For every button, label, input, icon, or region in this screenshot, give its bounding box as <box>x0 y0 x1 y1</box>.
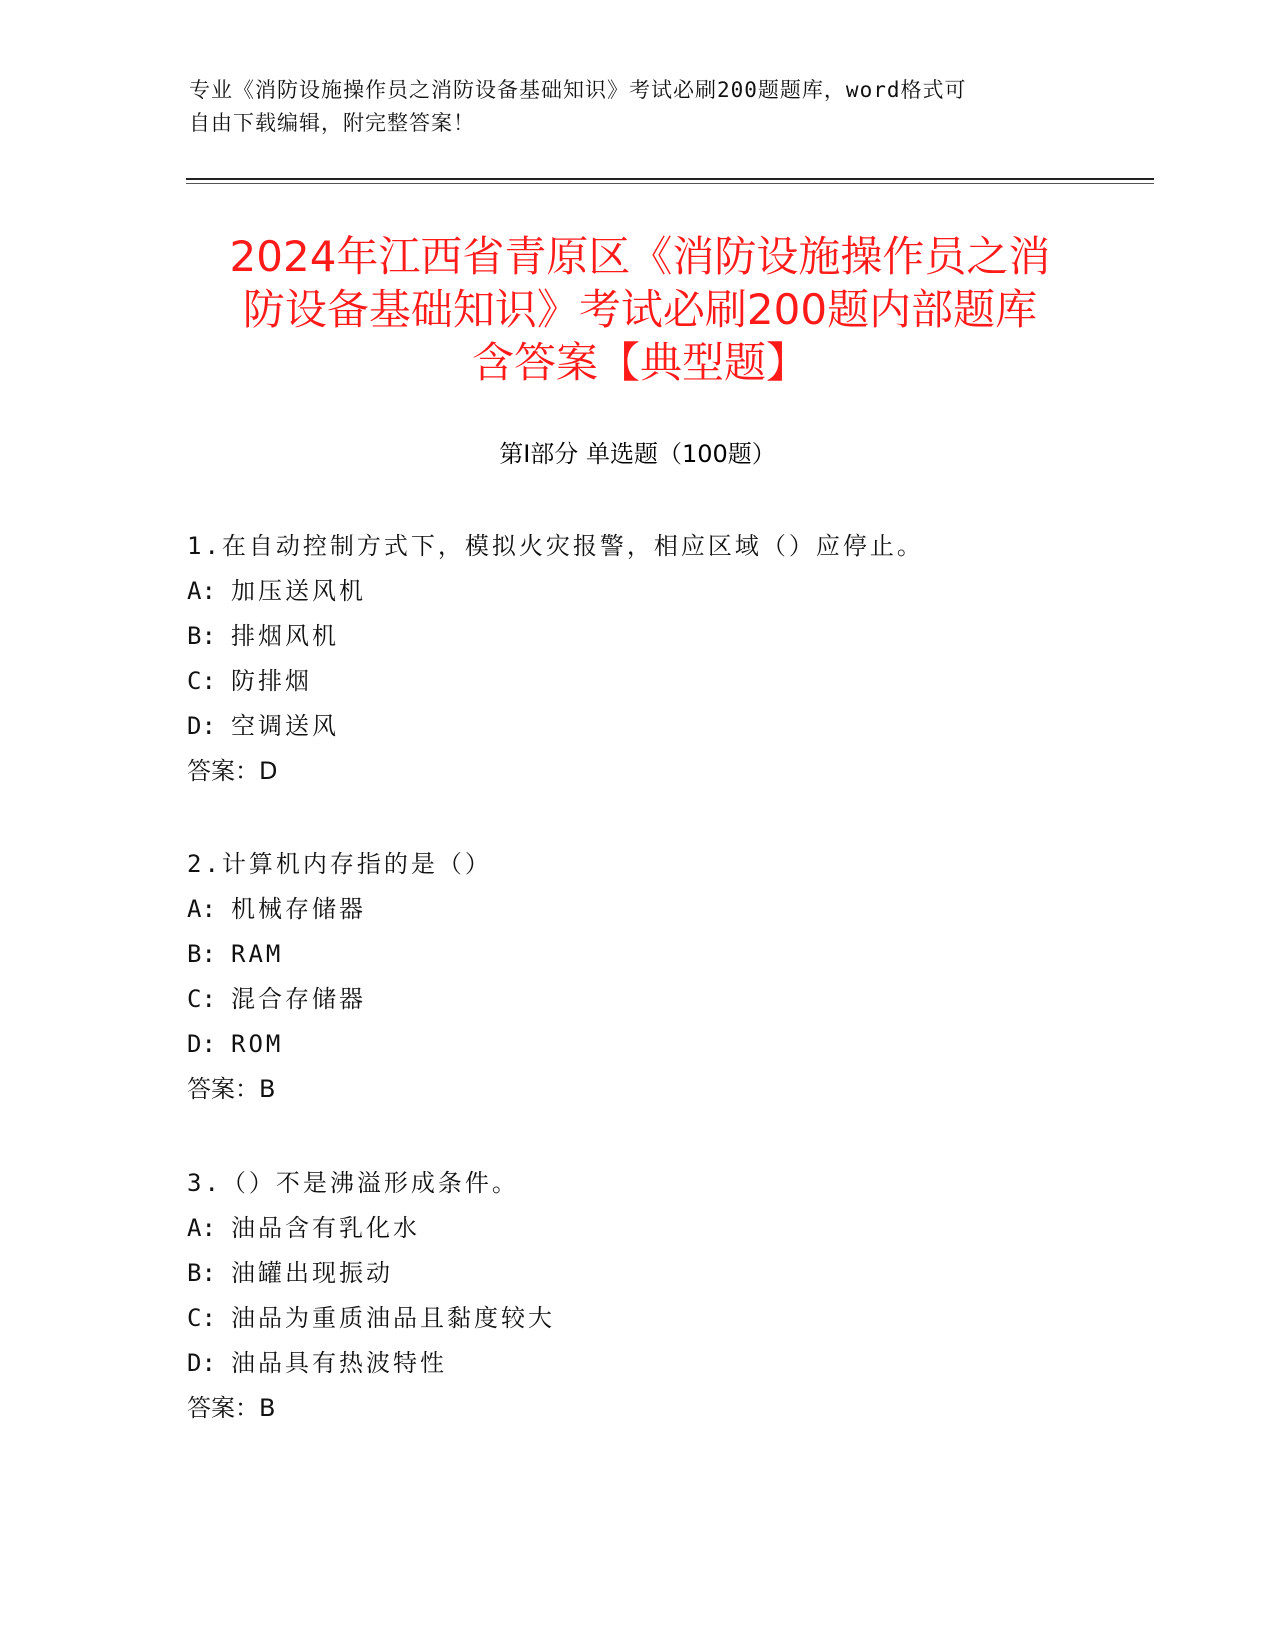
question-stem: 3.（）不是沸溢形成条件。 <box>187 1169 519 1197</box>
option-c <box>187 977 492 1022</box>
section-heading: 第Ⅰ部分 单选题（100题） <box>499 440 776 468</box>
option-d <box>187 1341 555 1386</box>
option-text: 空调送风 <box>231 712 339 740</box>
option-text: 加压送风机 <box>231 577 366 605</box>
option-letter: A: <box>187 895 216 923</box>
option-c <box>187 659 924 704</box>
answer-line: 答案：B <box>187 1075 276 1103</box>
option-letter: B: <box>187 622 216 650</box>
option-d <box>187 704 924 749</box>
intro-line-2: 自由下载编辑，附完整答案！ <box>189 111 475 135</box>
intro-line-1: 专业《消防设施操作员之消防设备基础知识》考试必刷200题题库，word格式可 <box>189 78 967 102</box>
option-text: 油罐出现振动 <box>231 1259 393 1287</box>
answer-line: 答案：B <box>187 1394 276 1422</box>
title-line-2: 防设备基础知识》考试必刷200题内部题库 <box>242 285 1038 334</box>
option-letter: D: <box>187 712 216 740</box>
header-divider-thin <box>186 183 1154 184</box>
option-a <box>187 569 924 614</box>
option-letter: B: <box>187 940 216 968</box>
document-title <box>170 230 1110 389</box>
option-text: 防排烟 <box>231 667 312 695</box>
option-b <box>187 614 924 659</box>
title-line-1: 2024年江西省青原区《消防设施操作员之消 <box>229 232 1051 281</box>
option-text: 排烟风机 <box>231 622 339 650</box>
document-intro <box>189 74 1089 140</box>
option-text: 油品为重质油品且黏度较大 <box>231 1304 555 1332</box>
option-letter: C: <box>187 985 216 1013</box>
option-letter: B: <box>187 1259 216 1287</box>
option-letter: D: <box>187 1030 216 1058</box>
question-2 <box>187 842 492 1112</box>
option-letter: D: <box>187 1349 216 1377</box>
question-stem: 2.计算机内存指的是（） <box>187 850 492 878</box>
option-letter: A: <box>187 577 216 605</box>
option-a <box>187 1206 555 1251</box>
title-line-3: 含答案【典型题】 <box>471 338 808 387</box>
question-stem: 1.在自动控制方式下，模拟火灾报警，相应区域（）应停止。 <box>187 532 924 560</box>
option-d <box>187 1022 492 1067</box>
option-letter: C: <box>187 667 216 695</box>
header-divider-thick <box>186 178 1154 180</box>
option-text: 油品具有热波特性 <box>231 1349 447 1377</box>
question-3 <box>187 1161 555 1431</box>
option-b <box>187 1251 555 1296</box>
option-b <box>187 932 492 977</box>
option-text: RAM <box>231 940 284 968</box>
option-a <box>187 887 492 932</box>
option-text: 混合存储器 <box>231 985 366 1013</box>
option-text: 机械存储器 <box>231 895 366 923</box>
option-c <box>187 1296 555 1341</box>
option-letter: A: <box>187 1214 216 1242</box>
option-text: ROM <box>231 1030 284 1058</box>
option-text: 油品含有乳化水 <box>231 1214 420 1242</box>
option-letter: C: <box>187 1304 216 1332</box>
answer-line: 答案：D <box>187 757 278 785</box>
question-1 <box>187 524 924 794</box>
